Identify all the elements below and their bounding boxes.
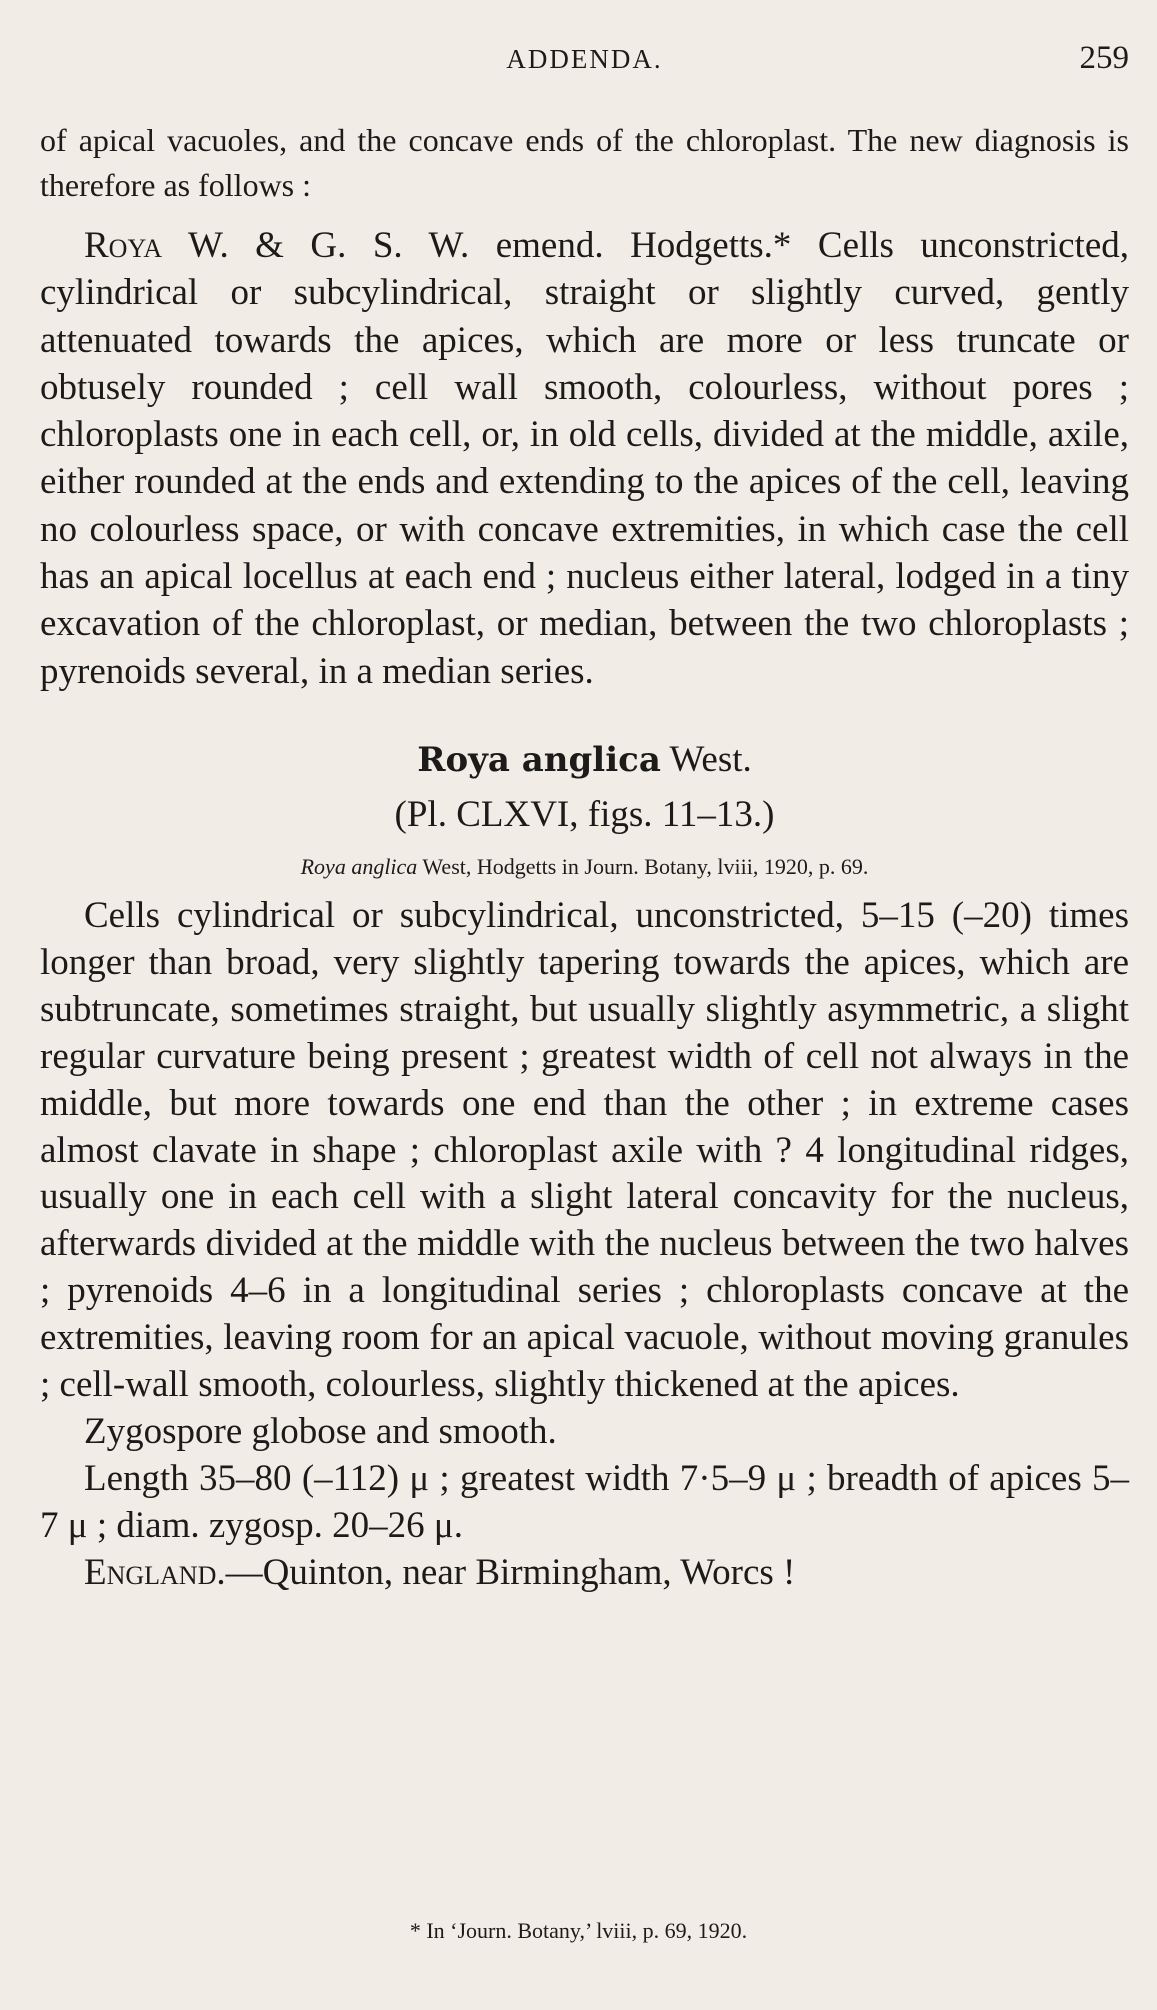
- locality-label: England.: [84, 1551, 226, 1593]
- species-citation: [40, 849, 1129, 885]
- zygospore-line: Zygospore globose and smooth.: [84, 1410, 557, 1452]
- genus-name: Roya: [84, 225, 163, 266]
- plate-reference: (Pl. CLXVI, figs. 11–13.): [394, 793, 775, 835]
- species-heading: [40, 737, 1129, 783]
- locality-line: [40, 1550, 1129, 1597]
- genus-authority: W. & G. S. W. emend. Hodgetts.*: [187, 225, 792, 266]
- running-head: ADDENDA.: [506, 44, 663, 74]
- citation-text: West, Hodgetts in Journ. Botany, lviii, 1920, p. 69.: [422, 853, 869, 879]
- page-body: [40, 118, 1129, 1597]
- species-name: Roya anglica: [417, 739, 661, 780]
- locality-text: —Quinton, near Birmingham, Worcs !: [225, 1551, 796, 1593]
- footnote: * In ‘Journ. Botany,’ lviii, p. 69, 1920.: [409, 1918, 748, 1943]
- page-number: 259: [1079, 40, 1129, 76]
- page-header: [40, 40, 1129, 84]
- measurements-line: Length 35–80 (–112) μ ; greatest width 7·5–9 μ ; breadth of apices 5–7 μ ; diam. zygosp. 20–26 μ.: [40, 1457, 1129, 1546]
- species-description: Cells cylindrical or subcylindrical, unconstricted, 5–15 (–20) times longer than broad, very slightly tapering towards the apices, which are subtruncate, sometimes straight, but usually slightly asymmetric, a slight regular curvature being present ; greatest width of cell not always in the middle, but more towards one end than the other ; in extreme cases almost clavate in shape ; chloroplast axile with ? 4 longitudinal ridges, usually one in each cell with a slight lateral concavity for the nucleus, afterwards divided at the middle with the nucleus between the two halves ; pyrenoids 4–6 in a longitudinal series ; chloroplasts concave at the extremities, leaving room for an apical vacuole, without moving granules ; cell-wall smooth, colourless, slightly thickened at the apices.: [40, 894, 1129, 1406]
- diagnosis-text: Cells unconstricted, cylindrical or subcylindrical, straight or slightly curved, gently attenuated towards the apices, which are more or less truncate or obtusely rounded ; cell wall smooth, colourless, without pores ; chloroplasts one in each cell, or, in old cells, divided at the middle, axile, either rounded at the ends and extending to the apices of the cell, leaving no colourless space, or with concave extremities, in which case the cell has an apical locellus at each end ; nucleus either lateral, lodged in a tiny excavation of the chloroplast, or median, between the two chloroplasts ; pyrenoids several, in a median series.: [40, 225, 1129, 692]
- species-author: West.: [669, 738, 752, 780]
- intro-paragraph: of apical vacuoles, and the concave ends of the chloroplast. The new diagnosis is therefore as follows :: [40, 122, 1129, 203]
- genus-diagnosis: [40, 222, 1129, 695]
- citation-species-name: Roya anglica: [300, 853, 418, 879]
